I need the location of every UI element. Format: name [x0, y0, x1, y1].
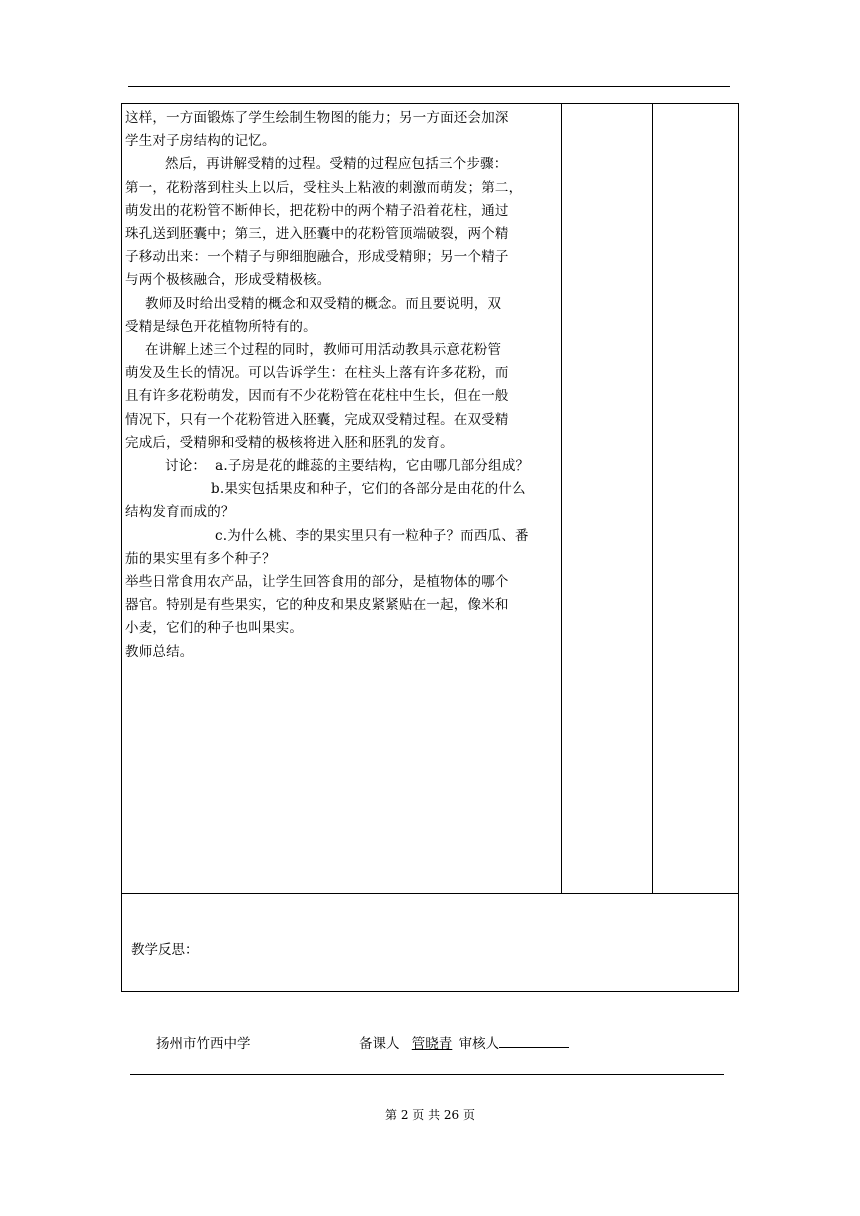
text-line: 与两个极核融合，形成受精极核。: [125, 272, 331, 289]
text-line: 小麦，它们的种子也叫果实。: [125, 620, 304, 637]
discussion-question-a: 讨论： a.子房是花的雌蕊的主要结构，它由哪几部分组成？: [165, 458, 530, 475]
table-column-divider-2: [652, 103, 653, 894]
teaching-reflection-label: 教学反思：: [131, 942, 199, 958]
text-line: 这样，一方面锻炼了学生绘制生物图的能力；另一方面还会加深: [125, 110, 509, 126]
text-line: 萌发及生长的情况。可以告诉学生：在柱头上落有许多花粉，而: [125, 365, 509, 382]
text-line: 举些日常食用农产品，让学生回答食用的部分，是植物体的哪个: [125, 574, 509, 591]
text-line: 在讲解上述三个过程的同时，教师可用活动教具示意花粉管: [145, 342, 502, 359]
text-line: 器官。特别是有些果实，它的种皮和果皮紧紧贴在一起，像米和: [125, 597, 509, 614]
preparer-name: 管晓青: [411, 1036, 453, 1052]
text-line: 结构发育而成的？: [125, 504, 235, 521]
text-line: 且有许多花粉萌发，因而有不少花粉管在花柱中生长，但在一般: [125, 388, 509, 405]
text-line: 教师总结。: [125, 643, 194, 660]
preparer-info: [359, 1032, 569, 1052]
header-rule: [128, 86, 730, 87]
text-line: 萌发出的花粉管不断伸长，把花粉中的两个精子沿着花柱，通过: [125, 202, 509, 219]
text-line: 茄的果实里有多个种子？: [125, 550, 276, 567]
text-line: 珠孔送到胚囊中；第三，进入胚囊中的花粉管顶端破裂，两个精: [125, 226, 509, 243]
footer-rule: [130, 1074, 724, 1075]
discussion-question-b: b.果实包括果皮和种子，它们的各部分是由花的什么: [211, 481, 526, 498]
text-line: 情况下，只有一个花粉管进入胚囊，完成双受精过程。在双受精: [125, 411, 509, 428]
text-line: 完成后，受精卵和受精的极核将进入胚和胚乳的发育。: [125, 434, 454, 451]
text-line: 学生对子房结构的记忆。: [125, 133, 276, 150]
school-name: 扬州市竹西中学: [156, 1036, 251, 1052]
table-row-divider: [121, 893, 739, 894]
page-number: 第 2 页 共 26 页: [385, 1108, 475, 1122]
text-line: 受精是绿色开花植物所特有的。: [125, 318, 317, 335]
text-line: 第一，花粉落到柱头上以后，受柱头上粘液的刺激而萌发；第二，: [125, 179, 523, 196]
reviewer-blank: [499, 1033, 569, 1048]
discussion-question-c: c.为什么桃、李的果实里只有一粒种子？而西瓜、番: [215, 527, 529, 544]
text-line: 然后，再讲解受精的过程。受精的过程应包括三个步骤：: [165, 156, 508, 173]
reviewer-label: 审核人: [458, 1036, 500, 1052]
preparer-label: 备课人: [359, 1036, 400, 1052]
table-column-divider-1: [561, 103, 562, 894]
text-line: 教师及时给出受精的概念和双受精的概念。而且要说明，双: [145, 295, 502, 312]
text-line: 子移动出来：一个精子与卵细胞融合，形成受精卵；另一个精子: [125, 249, 509, 266]
lesson-content: [125, 107, 557, 664]
